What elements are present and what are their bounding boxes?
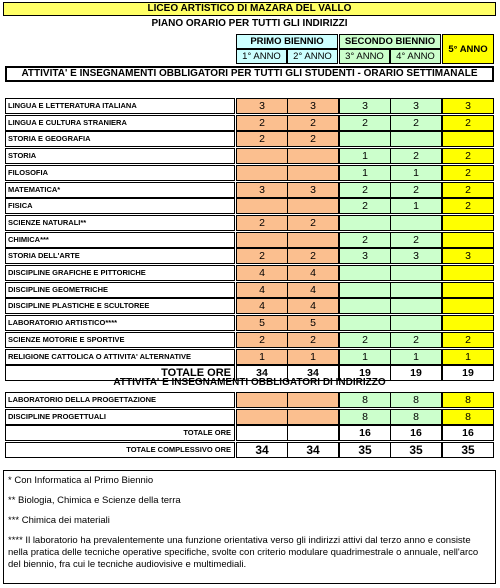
table-row	[5, 248, 493, 264]
hours-cell: 1	[390, 349, 442, 365]
table-row	[5, 165, 493, 181]
hours-cell: 3	[287, 182, 339, 198]
hours-cell: 2	[442, 148, 494, 164]
hours-cell: 8	[442, 409, 494, 425]
hours-cell: 2	[339, 332, 391, 348]
hours-cell	[442, 131, 494, 147]
hours-cell	[236, 198, 288, 214]
table-row	[5, 332, 493, 348]
hours-cell: 35	[442, 442, 494, 458]
hours-cell: 35	[390, 442, 442, 458]
hours-cell: 2	[236, 215, 288, 231]
hours-cell: 2	[442, 115, 494, 131]
section-indirizzo-title: ATTIVITA' E INSEGNAMENTI OBBLIGATORI DI INDIRIZZO	[113, 377, 386, 388]
subject-name: LINGUA E CULTURA STRANIERA	[5, 115, 235, 131]
hours-cell: 3	[442, 248, 494, 264]
hours-cell: 8	[339, 409, 391, 425]
hours-cell	[442, 265, 494, 281]
hours-cell: 2	[287, 215, 339, 231]
plan-title: PIANO ORARIO PER TUTTI GLI INDIRIZZI	[151, 18, 348, 29]
footnote: ** Biologia, Chimica e Scienze della terra	[8, 495, 181, 506]
hours-cell: 2	[442, 182, 494, 198]
table-row	[5, 115, 493, 131]
table-row	[5, 198, 493, 214]
hours-cell: 2	[390, 232, 442, 248]
hours-cell: 3	[390, 98, 442, 114]
hours-cell: 5	[287, 315, 339, 331]
hours-cell	[442, 232, 494, 248]
table-row	[5, 232, 493, 248]
table-row	[5, 215, 493, 231]
table-row	[5, 282, 493, 298]
hours-cell: 5	[236, 315, 288, 331]
footnote: *** Chimica dei materiali	[8, 515, 110, 526]
hours-cell	[236, 409, 288, 425]
hours-cell: 3	[442, 98, 494, 114]
hours-cell: 1	[236, 349, 288, 365]
footnote: **** Il laboratorio ha prevalentemente una funzione orientativa verso gli indirizzi attivi dal terzo anno e consiste nella pratica delle tecniche operative specifiche, svolte con criterio modulare quadrimestrale o annuale, nell'arco del biennio, fra cui le tecniche audiovisive e multimediali.	[8, 535, 479, 570]
hours-cell	[390, 131, 442, 147]
hours-cell: 2	[236, 248, 288, 264]
subject-name: DISCIPLINE PROGETTUALI	[5, 409, 235, 425]
quinto-anno-header: 5° ANNO	[442, 34, 494, 64]
hours-cell	[236, 392, 288, 408]
table-row	[5, 98, 493, 114]
hours-cell: 2	[287, 332, 339, 348]
section-common-title: ATTIVITA' E INSEGNAMENTI OBBLIGATORI PER TUTTI GLI STUDENTI - ORARIO SETTIMANALE	[5, 66, 494, 82]
hours-cell	[339, 298, 391, 314]
hours-cell	[339, 131, 391, 147]
hours-cell	[236, 165, 288, 181]
footnote: * Con Informatica al Primo Biennio	[8, 475, 154, 486]
table-row	[5, 182, 493, 198]
hours-cell	[287, 392, 339, 408]
total-label: TOTALE ORE	[5, 365, 235, 381]
hours-cell: 4	[287, 282, 339, 298]
subject-name: STORIA E GEOGRAFIA	[5, 131, 235, 147]
subject-name: DISCIPLINE GRAFICHE E PITTORICHE	[5, 265, 235, 281]
hours-cell	[236, 425, 288, 441]
hours-cell	[390, 315, 442, 331]
hours-cell	[339, 282, 391, 298]
secondo-biennio-header: SECONDO BIENNIO	[339, 34, 441, 49]
hours-cell: 34	[287, 442, 339, 458]
hours-cell: 2	[339, 115, 391, 131]
hours-cell: 8	[442, 392, 494, 408]
hours-cell: 8	[390, 392, 442, 408]
hours-cell: 1	[390, 165, 442, 181]
hours-cell: 16	[339, 425, 391, 441]
hours-cell: 35	[339, 442, 391, 458]
total-label: TOTALE ORE	[5, 425, 235, 441]
primo-biennio-header: PRIMO BIENNIO	[236, 34, 338, 49]
hours-cell: 3	[236, 182, 288, 198]
hours-cell	[339, 315, 391, 331]
hours-cell: 34	[236, 365, 288, 381]
hours-cell: 2	[339, 198, 391, 214]
grand-total-row	[5, 442, 493, 458]
hours-cell: 2	[236, 115, 288, 131]
hours-cell: 2	[339, 232, 391, 248]
hours-cell: 3	[236, 98, 288, 114]
hours-cell: 1	[339, 349, 391, 365]
hours-cell: 2	[390, 182, 442, 198]
hours-cell: 1	[287, 349, 339, 365]
hours-cell	[442, 215, 494, 231]
table-row	[5, 315, 493, 331]
hours-cell: 19	[339, 365, 391, 381]
table-row	[5, 392, 493, 408]
hours-cell: 2	[287, 248, 339, 264]
hours-cell	[236, 148, 288, 164]
hours-cell: 4	[287, 265, 339, 281]
hours-cell: 2	[390, 332, 442, 348]
hours-cell: 2	[442, 165, 494, 181]
hours-cell: 4	[287, 298, 339, 314]
subject-name: LABORATORIO ARTISTICO****	[5, 315, 235, 331]
hours-cell: 1	[339, 165, 391, 181]
subject-name: RELIGIONE CATTOLICA O ATTIVITA' ALTERNATIVE	[5, 349, 235, 365]
hours-cell	[442, 315, 494, 331]
hours-cell: 2	[287, 131, 339, 147]
hours-cell	[287, 165, 339, 181]
grand-total-label: TOTALE COMPLESSIVO ORE	[5, 442, 235, 458]
hours-cell	[339, 265, 391, 281]
hours-cell: 2	[339, 182, 391, 198]
hours-cell: 16	[442, 425, 494, 441]
hours-cell: 4	[236, 265, 288, 281]
hours-cell	[236, 232, 288, 248]
footnotes	[3, 470, 496, 584]
subject-name: SCIENZE NATURALI**	[5, 215, 235, 231]
subject-name: LINGUA E LETTERATURA ITALIANA	[5, 98, 235, 114]
subject-name: STORIA DELL'ARTE	[5, 248, 235, 264]
hours-cell	[287, 198, 339, 214]
table-row	[5, 131, 493, 147]
hours-cell: 16	[390, 425, 442, 441]
hours-cell: 1	[390, 198, 442, 214]
subject-name: DISCIPLINE PLASTICHE E SCULTOREE	[5, 298, 235, 314]
hours-cell: 3	[339, 98, 391, 114]
hours-cell: 19	[390, 365, 442, 381]
year-1-header: 1° ANNO	[236, 49, 287, 64]
hours-cell: 2	[442, 198, 494, 214]
subject-name: STORIA	[5, 148, 235, 164]
hours-cell: 4	[236, 298, 288, 314]
subject-name: FISICA	[5, 198, 235, 214]
hours-cell: 3	[287, 98, 339, 114]
subject-name: SCIENZE MOTORIE E SPORTIVE	[5, 332, 235, 348]
hours-cell: 1	[339, 148, 391, 164]
hours-cell: 34	[287, 365, 339, 381]
total-row	[5, 425, 493, 441]
subject-name: MATEMATICA*	[5, 182, 235, 198]
hours-cell	[390, 298, 442, 314]
hours-cell: 8	[339, 392, 391, 408]
hours-cell	[287, 425, 339, 441]
hours-cell	[287, 409, 339, 425]
hours-cell	[442, 298, 494, 314]
subject-name: FILOSOFIA	[5, 165, 235, 181]
hours-cell: 2	[287, 115, 339, 131]
hours-cell: 19	[442, 365, 494, 381]
hours-cell: 34	[236, 442, 288, 458]
hours-cell: 3	[339, 248, 391, 264]
hours-cell: 1	[442, 349, 494, 365]
subject-name: DISCIPLINE GEOMETRICHE	[5, 282, 235, 298]
hours-cell	[390, 265, 442, 281]
hours-cell: 2	[390, 148, 442, 164]
hours-cell	[287, 232, 339, 248]
hours-cell	[339, 215, 391, 231]
subject-name: CHIMICA***	[5, 232, 235, 248]
hours-cell: 2	[442, 332, 494, 348]
table-row	[5, 148, 493, 164]
table-row	[5, 349, 493, 365]
hours-cell: 4	[236, 282, 288, 298]
hours-cell: 2	[390, 115, 442, 131]
hours-cell	[390, 282, 442, 298]
hours-cell: 8	[390, 409, 442, 425]
year-3-header: 3° ANNO	[339, 49, 390, 64]
year-4-header: 4° ANNO	[390, 49, 441, 64]
hours-cell: 3	[390, 248, 442, 264]
year-2-header: 2° ANNO	[287, 49, 338, 64]
hours-cell	[287, 148, 339, 164]
table-row	[5, 265, 493, 281]
hours-cell	[442, 282, 494, 298]
hours-cell	[390, 215, 442, 231]
subject-name: LABORATORIO DELLA PROGETTAZIONE	[5, 392, 235, 408]
hours-cell: 2	[236, 131, 288, 147]
hours-cell: 2	[236, 332, 288, 348]
school-title: LICEO ARTISTICO DI MAZARA DEL VALLO	[3, 2, 496, 16]
table-row	[5, 298, 493, 314]
table-row	[5, 409, 493, 425]
